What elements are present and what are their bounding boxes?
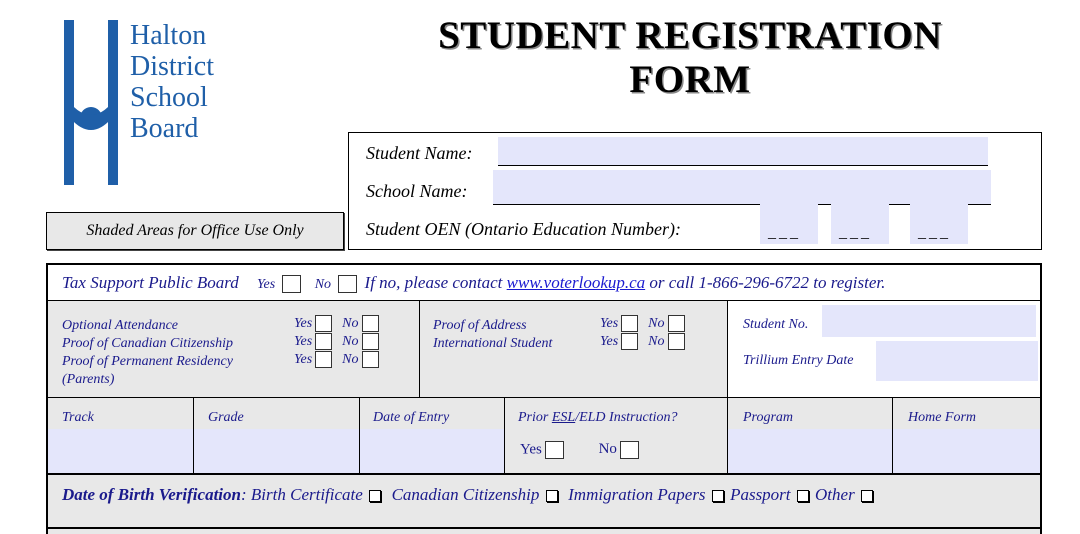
- oen-field-2[interactable]: ___: [831, 204, 889, 244]
- other-label: Other: [815, 485, 855, 504]
- program-label: Program: [743, 410, 794, 425]
- dob-verification-label: Date of Birth Verification: [62, 485, 241, 504]
- address-no-checkbox[interactable]: [668, 315, 685, 332]
- school-name-label: School Name:: [366, 181, 468, 201]
- citizenship-yes-label: Yes: [294, 334, 313, 349]
- tax-call-text: or call 1-866-296-6722 to register.: [649, 273, 886, 292]
- tax-support-row: [62, 273, 885, 293]
- esl-checkboxes: [520, 441, 642, 459]
- track-field[interactable]: [46, 429, 193, 473]
- canadian-citizenship-checkbox[interactable]: [546, 490, 558, 502]
- home-form-label: Home Form: [908, 410, 977, 425]
- attendance-checkboxes: [294, 315, 382, 369]
- residency-no-label: No: [342, 352, 359, 367]
- citizenship-yes-checkbox[interactable]: [315, 333, 332, 350]
- attendance-labels: [62, 317, 233, 389]
- track-label: Track: [62, 410, 94, 425]
- residency-yes-label: Yes: [294, 352, 313, 367]
- residency-yes-checkbox[interactable]: [315, 351, 332, 368]
- title-line-2: FORM: [629, 58, 751, 101]
- birth-certificate-checkbox[interactable]: [369, 490, 381, 502]
- dob-verification-options: [62, 485, 875, 505]
- title-line-1: STUDENT REGISTRATION: [438, 14, 942, 57]
- registration-table: [46, 263, 1042, 534]
- logo-line-2: District: [130, 51, 214, 82]
- tax-yes-checkbox[interactable]: [282, 275, 301, 293]
- international-yes-checkbox[interactable]: [621, 333, 638, 350]
- date-of-entry-label: Date of Entry: [373, 410, 450, 425]
- student-no-field[interactable]: [822, 305, 1036, 337]
- voterlookup-link[interactable]: www.voterlookup.ca: [506, 273, 646, 292]
- page-title: [340, 14, 1040, 102]
- program-field[interactable]: [727, 429, 892, 473]
- student-name-field[interactable]: [498, 137, 988, 166]
- esl-no-label: No: [598, 441, 617, 458]
- esl-yes-checkbox[interactable]: [545, 441, 564, 459]
- parents-label: (Parents): [62, 372, 115, 387]
- esl-no-checkbox[interactable]: [620, 441, 639, 459]
- optional-yes-checkbox[interactable]: [315, 315, 332, 332]
- date-of-entry-field[interactable]: [359, 429, 504, 473]
- optional-no-checkbox[interactable]: [362, 315, 379, 332]
- home-form-field[interactable]: [892, 429, 1042, 473]
- birth-certificate-label: Birth Certificate: [250, 485, 363, 504]
- logo-line-1: Halton: [130, 20, 207, 51]
- immigration-papers-checkbox[interactable]: [712, 490, 724, 502]
- tax-no-label: No: [314, 277, 332, 292]
- dob-colon: :: [240, 485, 247, 504]
- passport-checkbox[interactable]: [797, 490, 809, 502]
- school-name-field[interactable]: [493, 170, 991, 205]
- address-yes-checkbox[interactable]: [621, 315, 638, 332]
- grade-field[interactable]: [193, 429, 359, 473]
- logo-line-4: Board: [130, 113, 199, 144]
- office-use-note: [46, 212, 344, 250]
- student-no-label: Student No.: [743, 317, 809, 332]
- citizenship-no-checkbox[interactable]: [362, 333, 379, 350]
- proof-of-address-label: Proof of Address: [433, 318, 527, 333]
- trillium-entry-label: Trillium Entry Date: [743, 353, 854, 368]
- canadian-citizenship-label: Canadian Citizenship: [391, 485, 540, 504]
- prior-esl-label: [518, 410, 677, 426]
- trillium-date-field[interactable]: [876, 341, 1038, 381]
- oen-field-1[interactable]: ___: [760, 204, 818, 244]
- grade-label: Grade: [208, 410, 244, 425]
- citizenship-proof-label: Proof of Canadian Citizenship: [62, 336, 233, 351]
- citizenship-no-label: No: [342, 334, 359, 349]
- address-checkboxes: [600, 315, 688, 351]
- international-yes-label: Yes: [600, 334, 619, 349]
- esl-suffix: /ELD Instruction?: [575, 410, 678, 425]
- tax-support-label: Tax Support Public Board: [62, 273, 239, 292]
- logo-mark-icon: [64, 20, 124, 185]
- tax-contact-text: If no, please contact: [364, 273, 503, 292]
- tax-yes-label: Yes: [257, 277, 276, 292]
- address-yes-label: Yes: [600, 316, 619, 331]
- logo-line-3: School: [130, 82, 208, 113]
- international-no-checkbox[interactable]: [668, 333, 685, 350]
- residency-no-checkbox[interactable]: [362, 351, 379, 368]
- international-no-label: No: [648, 334, 665, 349]
- optional-attendance-label: Optional Attendance: [62, 318, 178, 333]
- oen-field-3[interactable]: ___: [910, 204, 968, 244]
- oen-label: Student OEN (Ontario Education Number):: [366, 219, 681, 239]
- international-student-label: International Student: [433, 336, 553, 351]
- esl-prefix: Prior: [518, 410, 552, 425]
- residency-proof-label: Proof of Permanent Residency: [62, 354, 233, 369]
- district-logo: [64, 20, 264, 190]
- esl-yes-label: Yes: [520, 441, 542, 458]
- address-no-label: No: [648, 316, 665, 331]
- esl-abbrev: ESL: [551, 410, 576, 425]
- tax-no-checkbox[interactable]: [338, 275, 357, 293]
- student-name-label: Student Name:: [366, 143, 473, 163]
- other-checkbox[interactable]: [861, 490, 873, 502]
- optional-no-label: No: [342, 316, 359, 331]
- optional-yes-label: Yes: [294, 316, 313, 331]
- immigration-papers-label: Immigration Papers: [568, 485, 706, 504]
- address-labels: [433, 317, 552, 353]
- office-use-note-text: Shaded Areas for Office Use Only: [86, 222, 304, 239]
- passport-label: Passport: [730, 485, 791, 504]
